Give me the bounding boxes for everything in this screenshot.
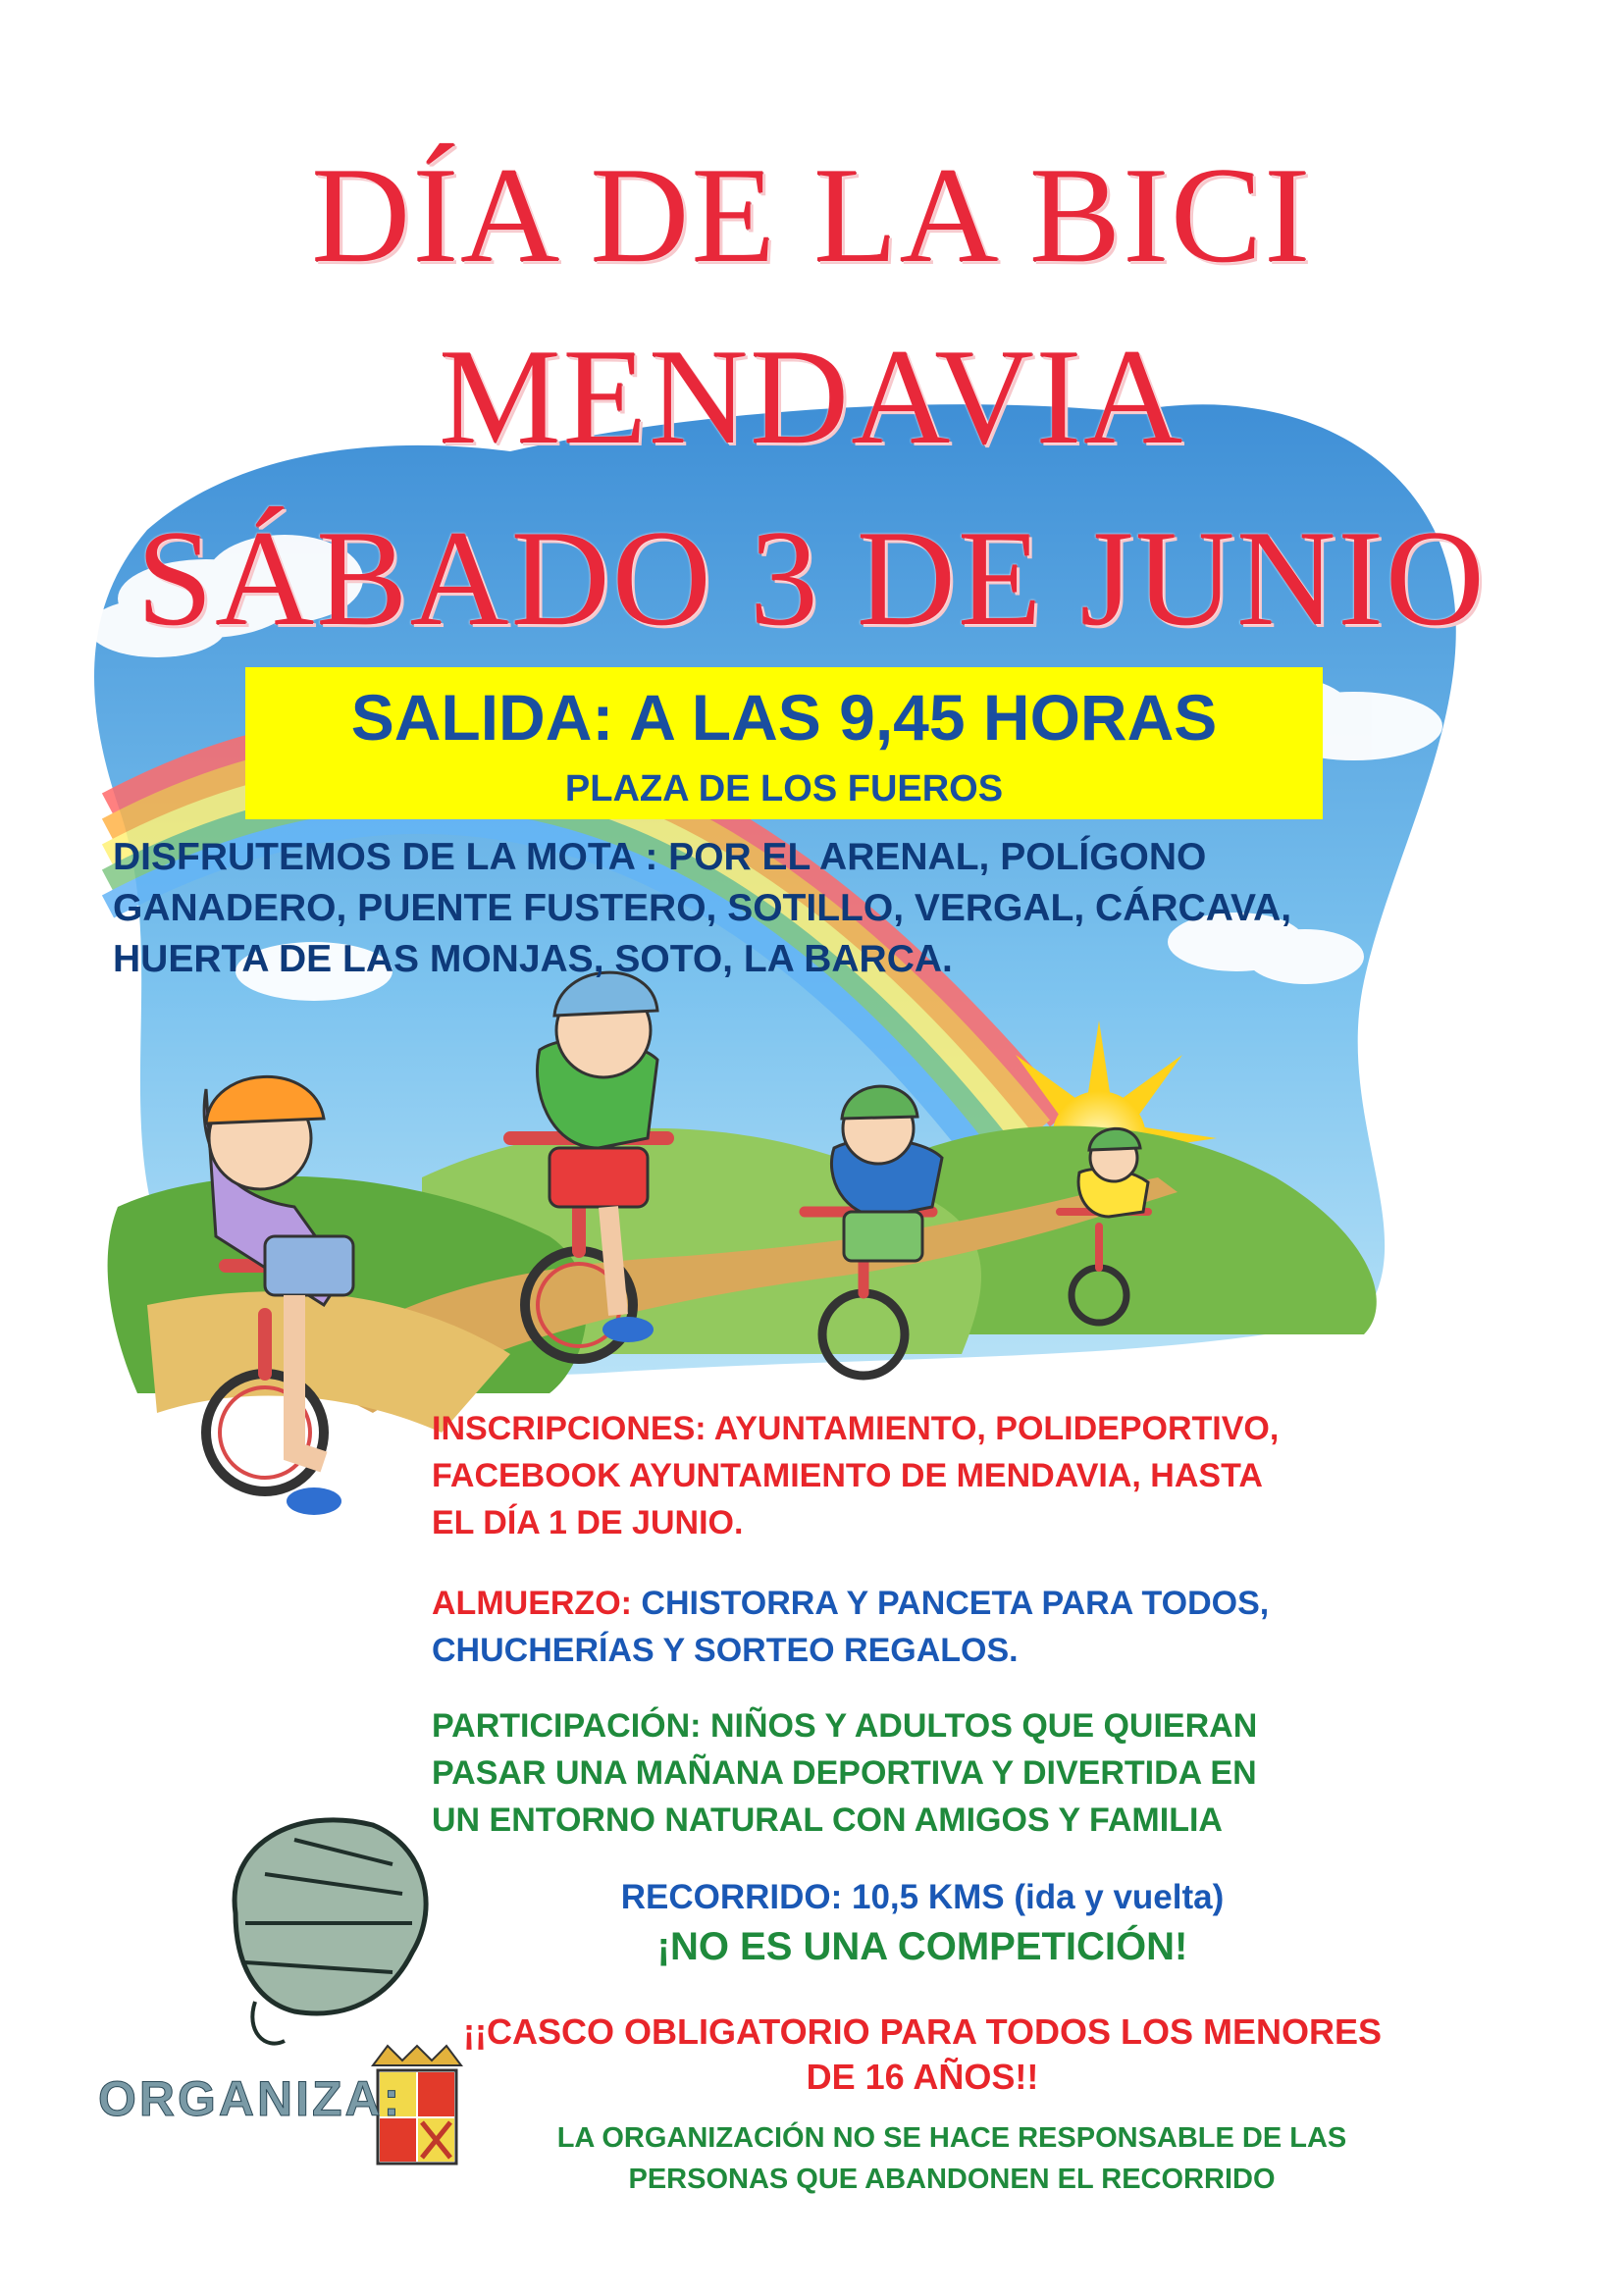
participation-line: UN ENTORNO NATURAL CON AMIGOS Y FAMILIA xyxy=(432,1801,1223,1839)
helmet-illustration xyxy=(235,1820,426,2044)
participation-line: PASAR UNA MAÑANA DEPORTIVA Y DIVERTIDA EN xyxy=(432,1754,1257,1792)
departure-time: SALIDA: A LAS 9,45 HORAS xyxy=(350,681,1218,754)
registration-info xyxy=(432,1405,1413,1546)
not-competition-notice: ¡NO ES UNA COMPETICIÓN! xyxy=(656,1925,1188,1968)
organizer-label: ORGANIZA: xyxy=(98,2071,403,2126)
route-description xyxy=(113,832,1487,985)
lunch-info xyxy=(432,1580,1413,1674)
lunch-line1: CHISTORRA Y PANCETA PARA TODOS, xyxy=(631,1585,1270,1622)
disclaimer-line: LA ORGANIZACIÓN NO SE HACE RESPONSABLE DE LAS xyxy=(556,2122,1347,2154)
route-length xyxy=(432,1874,1413,1921)
poster-title-line1: DÍA DE LA BICI xyxy=(311,139,1312,291)
route-length-label: RECORRIDO: 10,5 KMS xyxy=(620,1878,1015,1916)
participation-info xyxy=(432,1702,1413,1844)
lunch-label: ALMUERZO: xyxy=(432,1585,632,1622)
registration-line: INSCRIPCIONES: AYUNTAMIENTO, POLIDEPORTIVO, xyxy=(432,1410,1280,1447)
helmet-line: DE 16 AÑOS!! xyxy=(806,2057,1039,2097)
disclaimer-line: PERSONAS QUE ABANDONEN EL RECORRIDO xyxy=(628,2164,1276,2195)
route-line: GANADERO, PUENTE FUSTERO, SOTILLO, VERGAL, CÁRCAVA, xyxy=(113,887,1292,929)
lunch-line2: CHUCHERÍAS Y SORTEO REGALOS. xyxy=(432,1632,1019,1669)
meeting-point: PLAZA DE LOS FUEROS xyxy=(564,768,1004,809)
route-line: DISFRUTEMOS DE LA MOTA : POR EL ARENAL, POLÍGONO xyxy=(113,836,1207,878)
poster-title-date: SÁBADO 3 DE JUNIO xyxy=(136,502,1487,654)
poster-title-line2: MENDAVIA xyxy=(438,321,1185,473)
route-line: HUERTA DE LAS MONJAS, SOTO, LA BARCA. xyxy=(113,938,953,980)
participation-line: PARTICIPACIÓN: NIÑOS Y ADULTOS QUE QUIERAN xyxy=(432,1707,1258,1745)
helmet-required-notice xyxy=(432,2009,1413,2100)
registration-line: EL DÍA 1 DE JUNIO. xyxy=(432,1504,744,1541)
helmet-line: ¡¡CASCO OBLIGATORIO PARA TODOS LOS MENORES xyxy=(462,2011,1383,2052)
route-length-note: (ida y vuelta) xyxy=(1014,1878,1225,1916)
registration-line: FACEBOOK AYUNTAMIENTO DE MENDAVIA, HASTA xyxy=(432,1457,1263,1494)
disclaimer xyxy=(461,2117,1442,2200)
